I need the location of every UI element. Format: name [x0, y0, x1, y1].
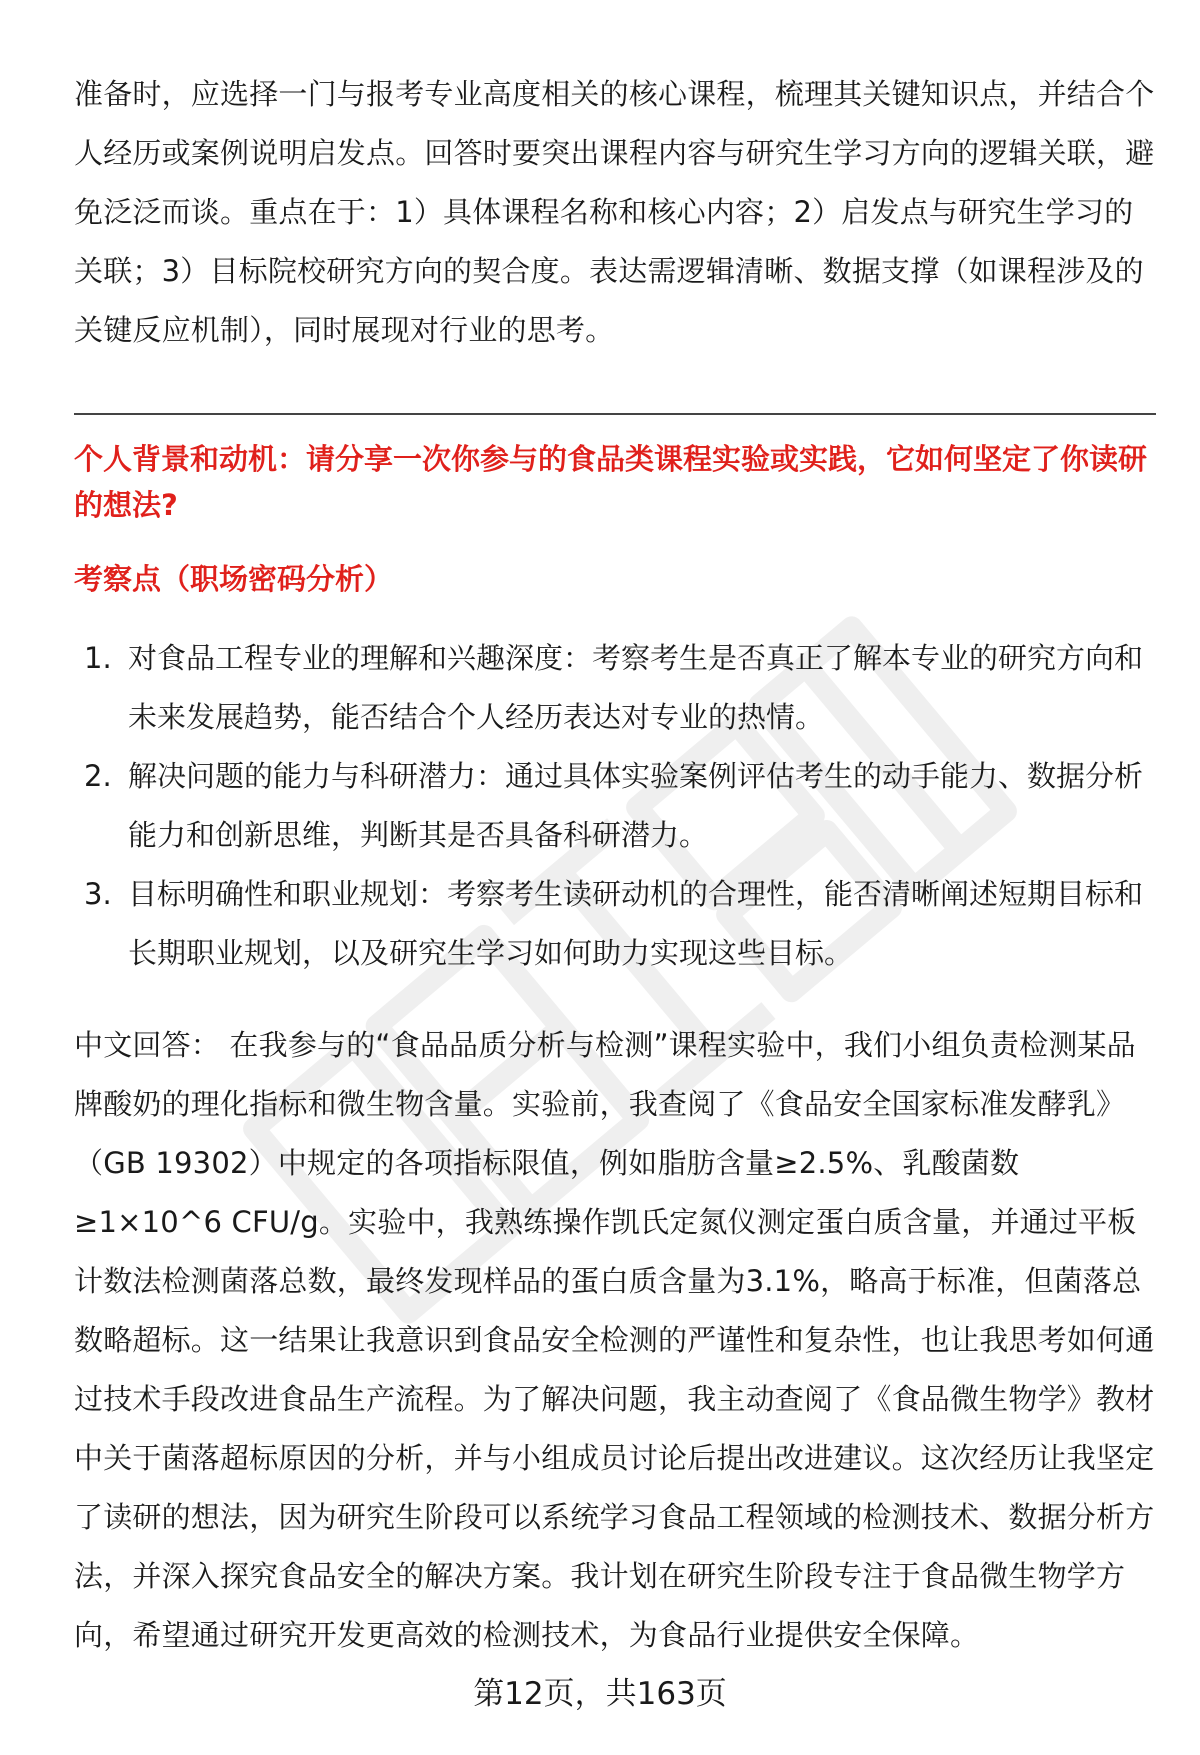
list-item — [74, 747, 1156, 865]
assessment-points-list — [74, 629, 1156, 983]
list-item — [74, 629, 1156, 747]
list-item — [74, 865, 1156, 983]
page-number-footer: 第12页，共163页 — [473, 1676, 727, 1712]
list-item-number: 3. — [84, 877, 112, 911]
section-heading: 考察点（职场密码分析） — [74, 562, 394, 596]
list-item-number: 2. — [84, 759, 112, 793]
list-item-number: 1. — [84, 641, 112, 675]
question-title: 个人背景和动机：请分享一次你参与的食品类课程实验或实践，它如何坚定了你读研的想法? — [74, 442, 1148, 522]
list-item-text: 对食品工程专业的理解和兴趣深度：考察考生是否真正了解本专业的研究方向和未来发展趋势，能否结合个人经历表达对专业的热情。 — [128, 641, 1144, 734]
list-item-text: 解决问题的能力与科研潜力：通过具体实验案例评估考生的动手能力、数据分析能力和创新思维，判断其是否具备科研潜力。 — [128, 759, 1144, 852]
answer-paragraph: 中文回答： 在我参与的“食品品质分析与检测”课程实验中，我们小组负责检测某品牌酸奶的理化指标和微生物含量。实验前，我查阅了《食品安全国家标准发酵乳》（GB 19302）中规定的各项指标限值，例如脂肪含量≥2.5%、乳酸菌数≥1×10^6 CFU/g。实验中，我熟练操作凯氏定氮仪测定蛋白质含量，并通过平板计数法检测菌落总数，最终发现样品的蛋白质含量为3.1%，略高于标准，但菌落总数略超标。这一结果让我意识到食品安全检测的严谨性和复杂性，也让我思考如何通过技术手段改进食品生产流程。为了解决问题，我主动查阅了《食品微生物学》教材中关于菌落超标原因的分析，并与小组成员讨论后提出改进建议。这次经历让我坚定了读研的想法，因为研究生阶段可以系统学习食品工程领域的检测技术、数据分析方法，并深入探究食品安全的解决方案。我计划在研究生阶段专注于食品微生物学方向，希望通过研究开发更高效的检测技术，为食品行业提供安全保障。 — [74, 1028, 1155, 1652]
section-divider — [74, 413, 1156, 415]
intro-paragraph: 准备时，应选择一门与报考专业高度相关的核心课程，梳理其关键知识点，并结合个人经历或案例说明启发点。回答时要突出课程内容与研究生学习方向的逻辑关联，避免泛泛而谈。重点在于：1）具体课程名称和核心内容；2）启发点与研究生学习的关联；3）目标院校研究方向的契合度。表达需逻辑清晰、数据支撑（如课程涉及的关键反应机制），同时展现对行业的思考。 — [74, 77, 1155, 347]
list-item-text: 目标明确性和职业规划：考察考生读研动机的合理性，能否清晰阐述短期目标和长期职业规划，以及研究生学习如何助力实现这些目标。 — [128, 877, 1144, 970]
